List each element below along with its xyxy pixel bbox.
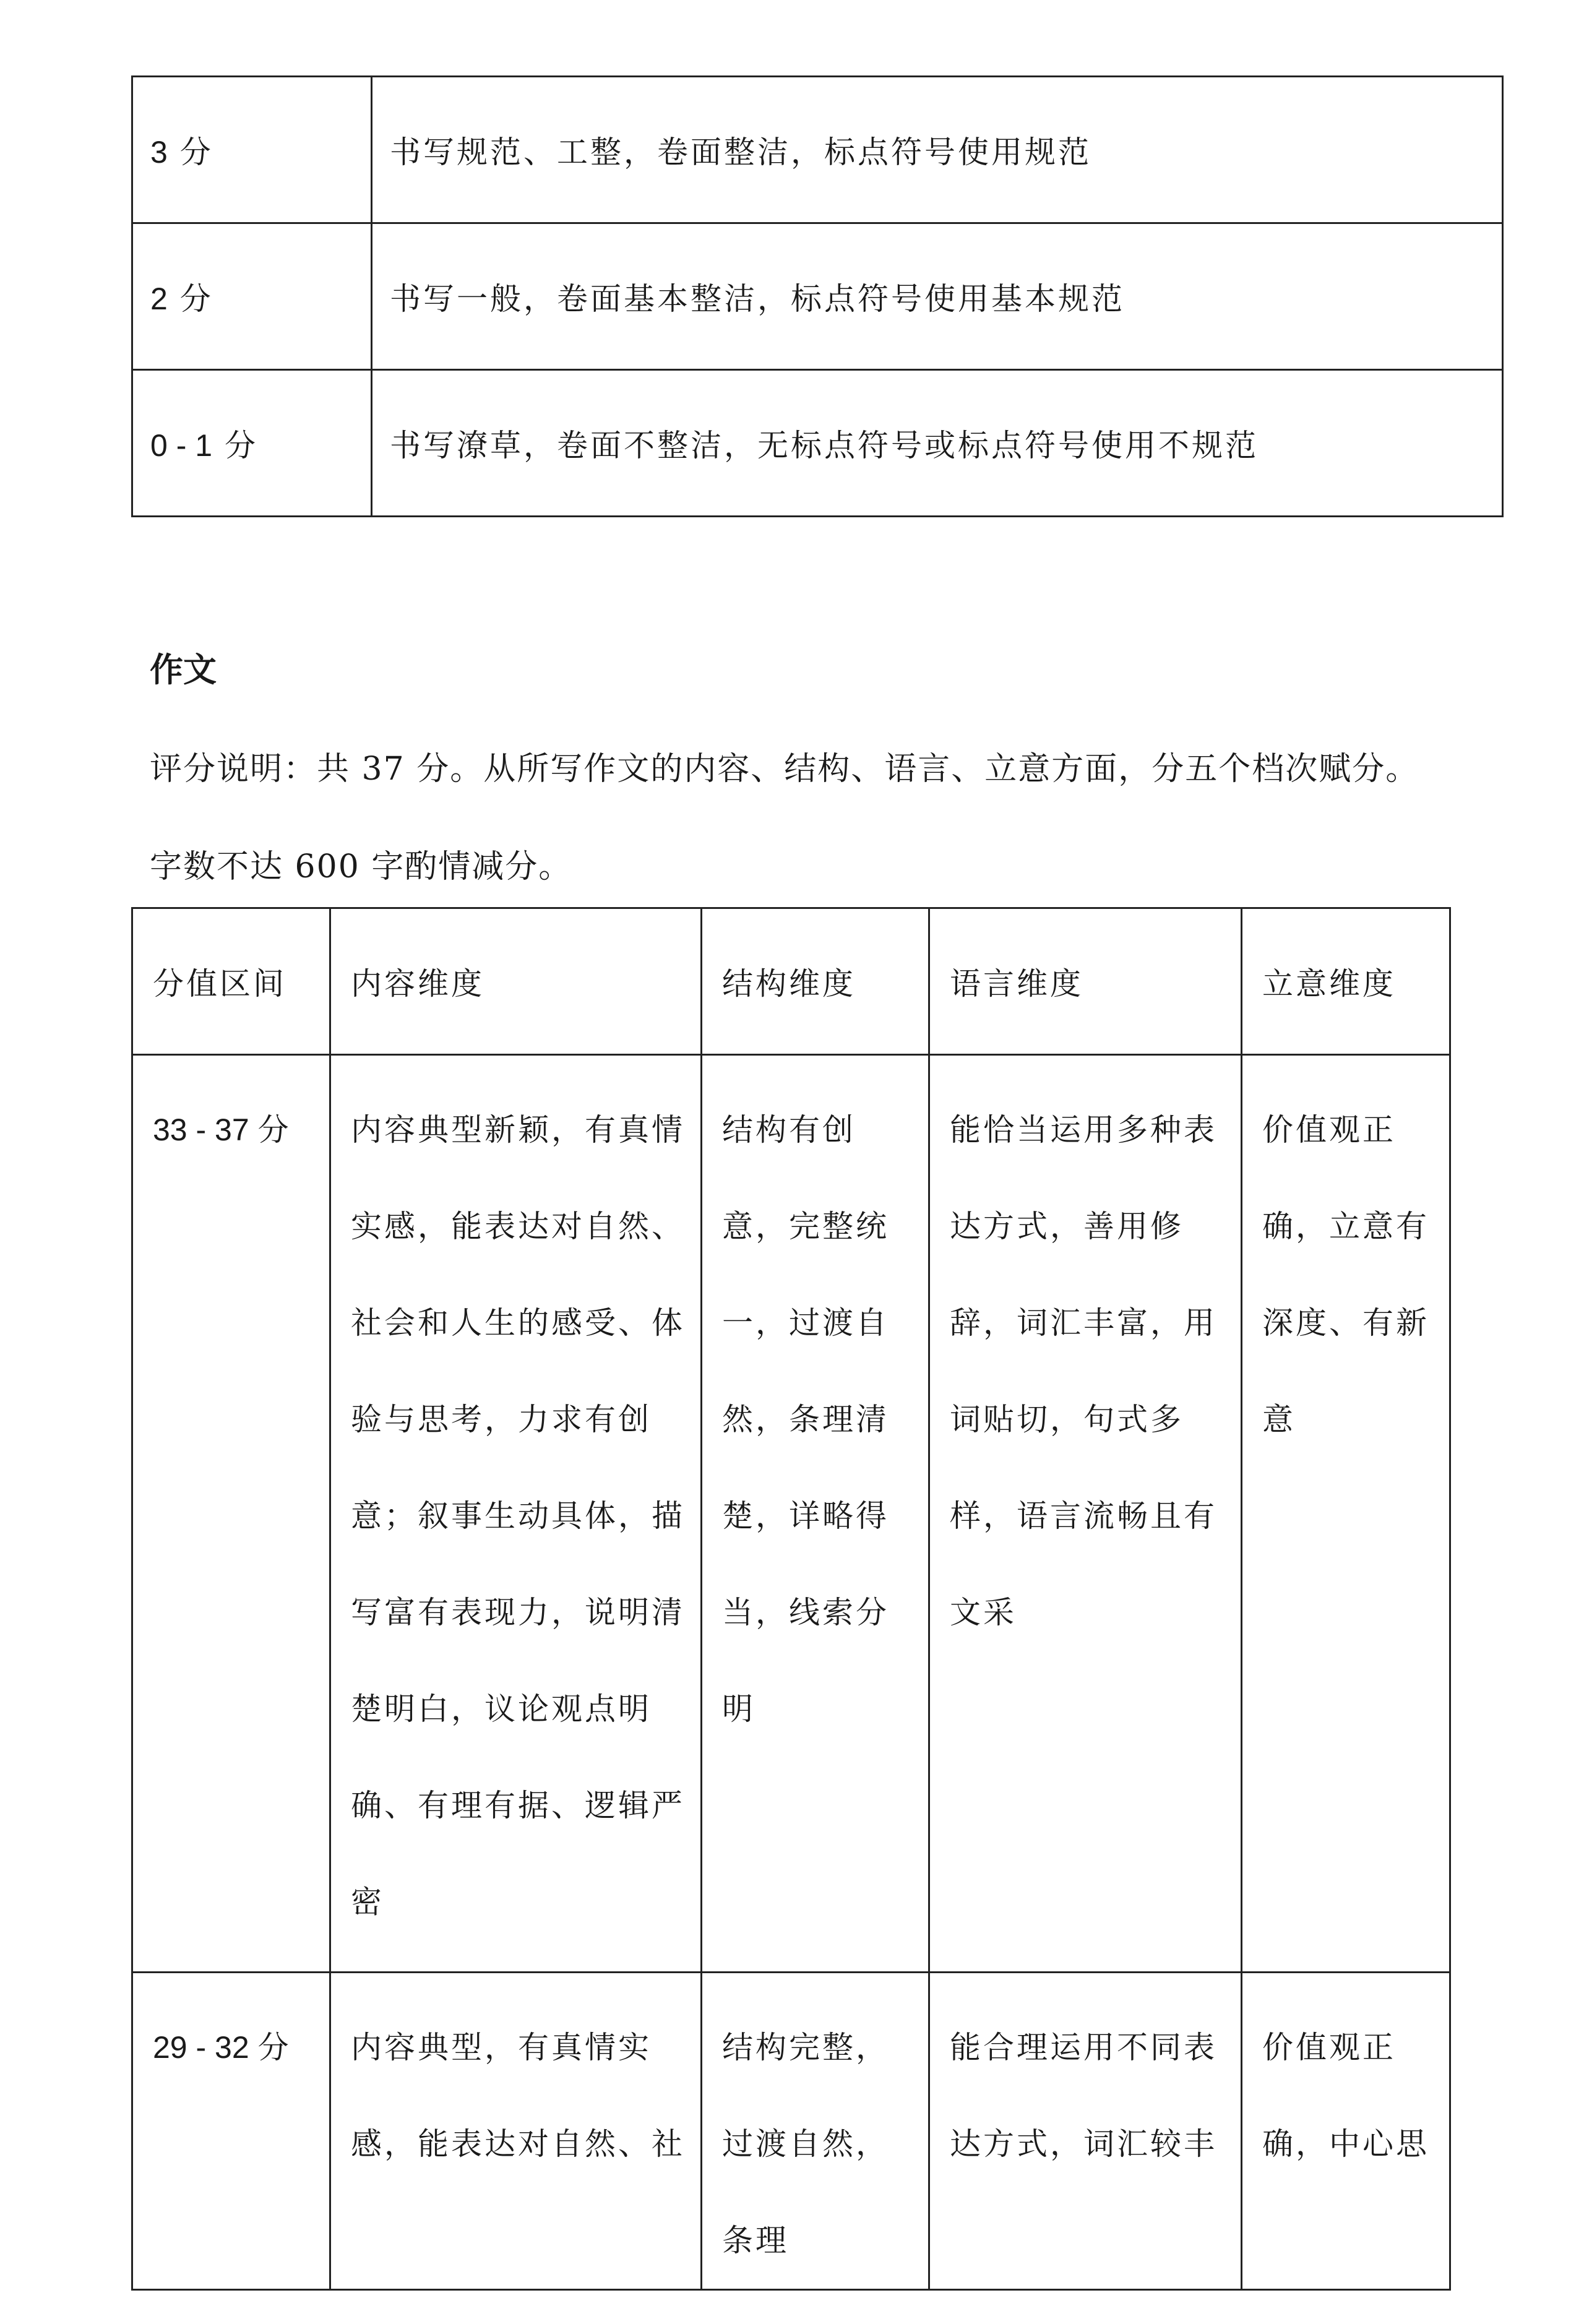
table-row <box>132 223 1503 370</box>
content-text: 内容典型新颖，有真情实感，能表达对自然、社会和人生的感受、体验与思考，力求有创意；叙事生动具体，描写富有表现力，说明清楚明白，议论观点明确、有理有据、逻辑严密 <box>351 1112 685 1920</box>
score-range: 29 - 32 <box>153 2030 249 2065</box>
word-count-note: 字数不达 600 字酌情减分。 <box>150 848 572 885</box>
score-cell <box>132 77 372 223</box>
table-row <box>132 370 1503 517</box>
content-text: 内容典型，有真情实感，能表达对自然、社 <box>351 2029 685 2162</box>
language-text: 能恰当运用多种表达方式，善用修辞，词汇丰富，用词贴切，句式多样，语言流畅且有文采 <box>950 1112 1217 1630</box>
score-unit: 分 <box>257 1112 289 1148</box>
criteria-cell: 书写规范、工整，卷面整洁，标点符号使用规范 <box>372 77 1503 223</box>
content-cell <box>330 1973 702 2290</box>
essay-rubric-table <box>131 907 1451 2291</box>
score-range-cell <box>132 1055 330 1973</box>
score-range-cell <box>132 1973 330 2290</box>
score-unit: 分 <box>179 134 213 170</box>
score-cell <box>132 370 372 517</box>
table-row <box>132 77 1503 223</box>
writing-rubric-table <box>131 75 1504 517</box>
idea-text: 价值观正确，立意有深度、有新意 <box>1262 1112 1429 1437</box>
score-unit: 分 <box>257 2029 289 2065</box>
header-content: 内容维度 <box>330 908 702 1055</box>
table-header-row <box>132 908 1450 1055</box>
score-value: 0 - 1 <box>150 428 213 463</box>
idea-cell <box>1242 1973 1450 2290</box>
score-cell <box>132 223 372 370</box>
idea-cell <box>1242 1055 1450 1973</box>
language-text: 能合理运用不同表达方式，词汇较丰 <box>950 2029 1217 2162</box>
structure-cell <box>702 1055 929 1973</box>
table-row <box>132 1973 1450 2290</box>
structure-cell <box>702 1973 929 2290</box>
structure-text: 结构完整，过渡自然，条理 <box>722 2029 889 2258</box>
content-cell <box>330 1055 702 1973</box>
header-structure: 结构维度 <box>702 908 929 1055</box>
score-unit: 分 <box>179 281 213 317</box>
language-cell <box>929 1973 1242 2290</box>
header-idea: 立意维度 <box>1242 908 1450 1055</box>
section-heading: 作文 <box>150 650 217 689</box>
header-range: 分值区间 <box>132 908 330 1055</box>
criteria-cell: 书写潦草，卷面不整洁，无标点符号或标点符号使用不规范 <box>372 370 1503 517</box>
structure-text: 结构有创意，完整统一，过渡自然，条理清楚，详略得当，线索分明 <box>722 1112 889 1727</box>
score-unit: 分 <box>224 428 258 463</box>
criteria-cell: 书写一般，卷面基本整洁，标点符号使用基本规范 <box>372 223 1503 370</box>
score-range: 33 - 37 <box>153 1113 249 1147</box>
language-cell <box>929 1055 1242 1973</box>
header-language: 语言维度 <box>929 908 1242 1055</box>
scoring-description: 评分说明：共 37 分。从所写作文的内容、结构、语言、立意方面，分五个档次赋分。 <box>150 751 1419 788</box>
score-value: 3 <box>150 135 168 170</box>
table-row <box>132 1055 1450 1973</box>
score-value: 2 <box>150 282 168 316</box>
idea-text: 价值观正确，中心思 <box>1262 2029 1429 2162</box>
